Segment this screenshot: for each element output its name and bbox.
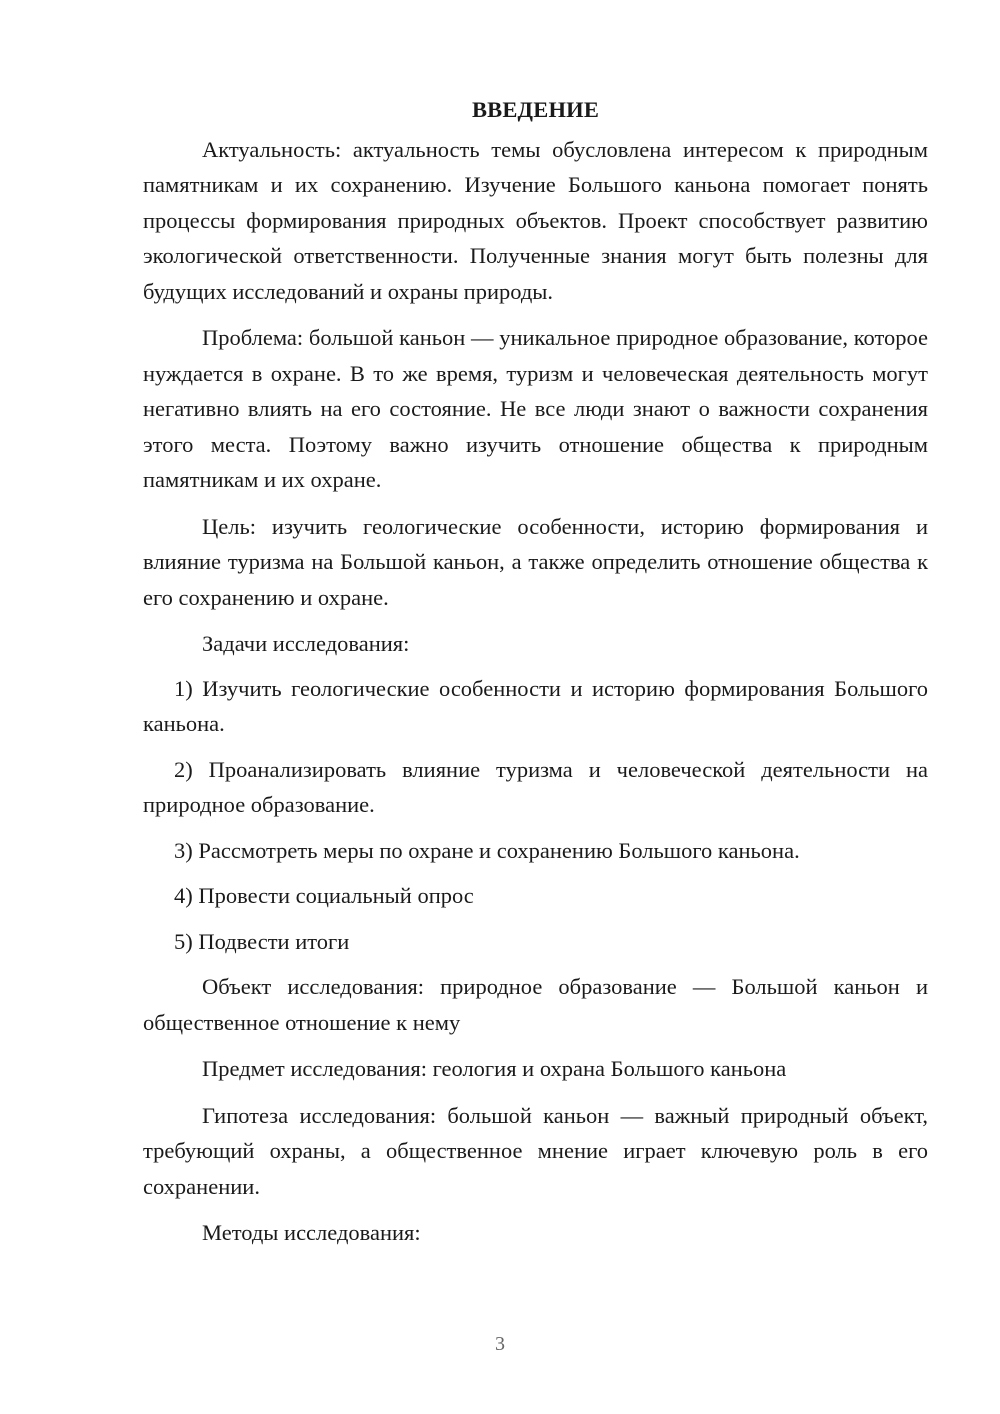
object-paragraph: Объект исследования: природное образование — Большой каньон и общественное отношение к нему [143, 974, 928, 1035]
subject-paragraph: Предмет исследования: геология и охрана Большого каньона [202, 1056, 787, 1081]
goal-paragraph: Цель: изучить геологические особенности, историю формирования и влияние туризма на Большой каньон, а также определить отношение общества к его сохранению и охране. [143, 513, 928, 610]
problem-paragraph: Проблема: большой каньон — уникальное природное образование, которое нуждается в охране. В то же время, туризм и человеческая деятельность могут негативно влиять на его состояние. Не все люди знают о важности сохранения этого места. Поэтому важно изучить отношение общества к природным памятникам и их охране. [143, 325, 928, 492]
tasks-list [143, 671, 928, 960]
task-item: 1) Изучить геологические особенности и историю формирования Большого каньона. [143, 675, 928, 736]
page-number: 3 [495, 1333, 505, 1355]
task-item: 3) Рассмотреть меры по охране и сохранению Большого каньона. [174, 837, 800, 863]
task-item: 5) Подвести итоги [174, 928, 350, 954]
methods-title: Методы исследования: [202, 1220, 421, 1245]
task-item: 2) Проанализировать влияние туризма и человеческой деятельности на природное образование. [143, 756, 928, 817]
relevance-paragraph: Актуальность: актуальность темы обусловлена интересом к природным памятникам и их сохранению. Изучение Большого каньона помогает понять процессы формирования природных объектов. Проект способствует развитию экологической ответственности. Полученные знания могут быть полезны для будущих исследований и охраны природы. [143, 136, 928, 304]
task-item: 4) Провести социальный опрос [174, 883, 474, 908]
tasks-title: Задачи исследования: [202, 631, 410, 656]
section-heading: ВВЕДЕНИЕ [471, 97, 600, 122]
page-content [143, 92, 928, 1262]
hypothesis-paragraph: Гипотеза исследования: большой каньон — важный природный объект, требующий охраны, а общественное мнение играет ключевую роль в его сохранении. [143, 1102, 928, 1199]
